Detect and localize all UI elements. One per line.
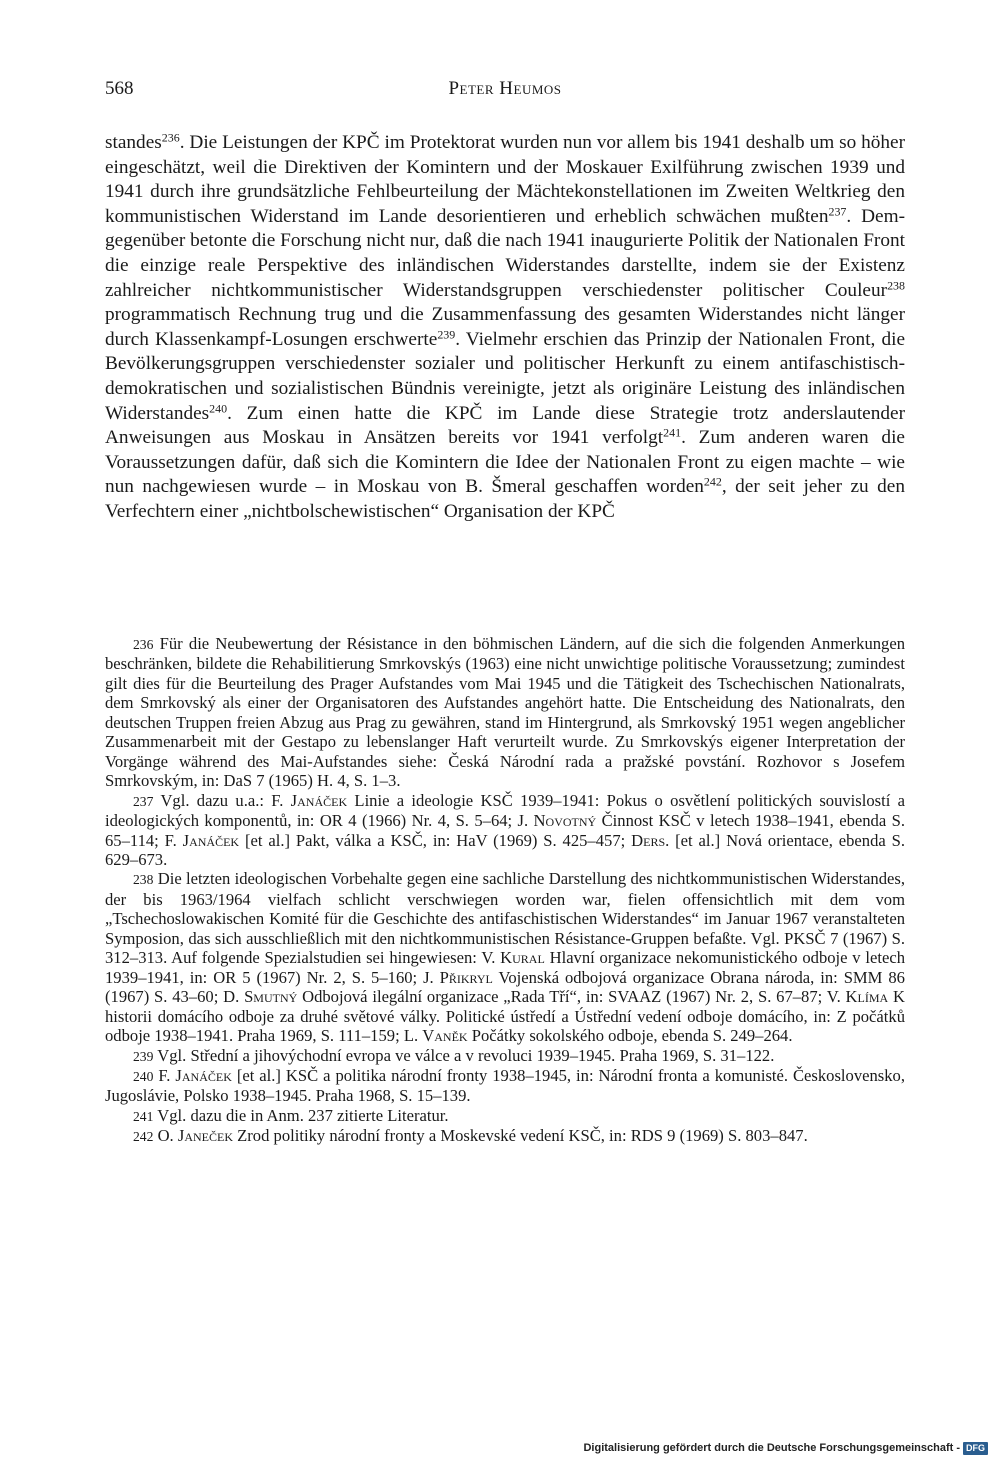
footnote-number: 236 [133,637,154,652]
footnote-number: 242 [133,1129,154,1145]
text-run: . Demgegenüber betonte die Forschung nicht nur, daß die nach 1941 inaugurierte Politik der Nationalen Front die einzige reale Perspektive des inländischen Widerstandes darstellte, indem sie der Existenz zahlreicher nichtkommunistischer Widerstandsgruppen verschiedenster politischer Couleur [105,205,905,301]
text-run: Für die Neubewertung der Résistance in den böhmischen Ländern, auf die sich die folgenden Anmerkungen beschränken, bildete die Rehabilitierung Smrkovskýs (1963) eine nicht unwichtige politische Voraussetzung; zumindest gilt dies für die Beurteilung des Prager Aufstandes vom Mai 1945 und die Tätigkeit des Tschechischen Nationalrats, dem Smrkovský als einer der Organisatoren des Aufstandes angehört hatte. Die Entscheidung des Nationalrats, den deutschen Truppen freien Abzug aus Prag zu gewähren, stand im Hintergrund, als Smrkovský 1951 wegen angeblicher Zusammenarbeit mit der Gestapo zu lebenslanger Haft verurteilt wurde. Zu Smrkovskýs eigener Interpretation der Vorgänge während des Mai-Aufstandes siehe: Česká Národní rada a pražské povstání. Rozhovor s Josefem Smrkovským, in: DaS 7 (1965) H. 4, S. 1–3. [105,634,906,791]
main-text [105,131,905,525]
text-run: . Vielmehr erschien das Prinzip der Nationalen Front, die Bevölkerungsgruppen verschiedenster sozialer und politischer Herkunft zu einem antifaschistisch-demokratischen und sozialistischen Bündnis vereinigte, jetzt als originäre Leistung des inländischen Widerstandes [105,328,905,424]
footnote-ref: 239 [437,327,456,342]
text-run: . Die Leistungen der KPČ im Protektorat wurden nun vor allem bis 1941 deshalb um so höher eingeschätzt, weil die Direktiven der Komintern und der Moskauer Exilführung zwischen 1939 und 1941 durch ihre grundsätzliche Fehlbeurteilung der Mächtekonstellationen im Zweiten Weltkrieg den kommunistischen Widerstand im Lande desorientieren und erheblich schwächen mußten [105,132,905,227]
text-run: . Zum einen hatte die KPČ im Lande diese Strategie trotz anderslautender Anweisungen aus Moskau in Ansätzen bereits vor 1941 verfolgt [105,402,905,449]
footnote-ref: 242 [703,474,722,489]
author-name: Kural [500,948,545,968]
dfg-logo: DFG [963,1442,988,1455]
text-run: Počátky sokolského odboje, ebenda S. 249–264. [467,1026,793,1046]
footnote [105,1066,905,1106]
author-name: Janáček [182,830,240,850]
text-run: , der seit jeher zu den Verfechtern einer „nichtbolschewistischen“ Organisation der KPČ [105,476,906,522]
footnote [105,791,905,870]
footnotes-section [105,634,905,1147]
author-name: Smutný [244,987,298,1007]
running-head: Peter Heumos [448,78,562,99]
text-run: [et al.] Nová orientace, ebenda S. 629–673. [105,830,906,869]
text-run: . Zum anderen waren die Voraussetzungen dafür, daß sich die Komintern die Idee der Nationalen Front zu eigen machte – wie nun nachgewiesen wurde – in Moskau von B. Šmeral geschaffen worden [105,427,905,498]
text-run: [et al.] Pakt, válka a KSČ, in: HaV (1969) S. 425–457; [239,830,632,850]
footnote-number: 238 [133,872,154,888]
author-name: Ders. [631,830,670,850]
text-run: Vgl. dazu u.a.: F. [160,790,291,810]
footnote-ref: 240 [209,400,228,415]
text-run: Odbojová ilegální organizace „Rada Tří“, in: SVAAZ (1967) Nr. 2, S. 67–87; V. [297,987,846,1007]
footnote-number: 240 [133,1068,154,1084]
author-name: Přikryl [439,967,493,987]
text-run: K historii domácího odboje za druhé světové války. Politické ústředí a Ústřední vedení odboje domácího, in: Z počátků odboje 1938–1941. Praha 1969, S. 111–159; L. [105,987,905,1046]
text-run: Činnost KSČ v letech 1938–1941, ebenda S. 65–114; F. [105,811,905,850]
footnote-ref: 241 [663,425,682,440]
footnote-ref: 236 [161,130,180,145]
digitization-footer [583,1440,988,1456]
text-run: Linie a ideologie KSČ 1939–1941: Pokus o osvětlení politických souvislostí a ideologických komponentů, in: OR 4 (1966) Nr. 4, S. 5–64; J. [105,790,905,831]
footnote [105,869,905,1045]
footer-text: Digitalisierung gefördert durch die Deutsche Forschungsgemeinschaft - [583,1442,960,1454]
author-name: Janáček [290,790,348,810]
text-run: Die letzten ideologischen Vorbehalte gegen eine sachliche Darstellung des nichtkommunistischen Widerstandes, der bis 1963/1964 vielfach schlicht verschwiegen worden war, fielen offensichtlich mit dem vom „Tschechoslowakischen Komité für die Geschichte des antifaschistischen Widerstandes“ im Januar 1967 veranstalteten Symposion, das sich ausschließlich mit den nichtkommunistischen Résistance-Gruppen befaßte. Vgl. PKSČ 7 (1967) S. 312–313. Auf folgende Spezialstudien sei hingewiesen: V. [105,869,905,968]
author-name: Janáček [175,1065,232,1085]
text-run: Vojenská odbojová organizace Obrana národa, in: SMM 86 (1967) S. 43–60; D. [105,967,905,1007]
text-run: Vgl. dazu die in Anm. 237 zitierte Literatur. [157,1105,449,1125]
page-header [105,78,905,104]
footnote-number: 239 [133,1048,154,1064]
footnote [105,1046,905,1066]
text-run: standes [105,132,162,153]
author-name: Vaněk [422,1026,468,1046]
footnote [105,1126,905,1146]
body-paragraph [105,131,905,525]
text-run: programmatisch Rechnung trug und die Zusammenfassung des gesamten Widerstandes nicht länger durch Klassenkampf-Losungen erschwerte [105,304,905,350]
footnote-ref: 238 [887,277,905,292]
text-run: Vgl. Střední a jihovýchodní evropa ve válce a v revoluci 1939–1945. Praha 1969, S. 31–122. [157,1045,775,1065]
footnote-number: 241 [133,1108,154,1124]
footnote-number: 237 [133,793,154,809]
footnote [105,1106,905,1126]
text-run: F. [158,1065,176,1085]
text-run: Zrod politiky národní fronty a Moskevské vedení KSČ, in: RDS 9 (1969) S. 803–847. [232,1126,808,1146]
text-run: O. [157,1126,178,1146]
author-name: Novotný [533,811,597,831]
footnote [105,634,905,791]
author-name: Klíma [845,987,889,1007]
text-run: [et al.] KSČ a politika národní fronty 1938–1945, in: Národní fronta a komunisté. Československo, Jugoslávie, Polsko 1938–1945. Praha 1968, S. 15–139. [105,1065,906,1106]
author-name: Janeček [177,1126,233,1146]
text-run: Hlavní organizace nekomunistického odboje v letech 1939–1941, in: OR 5 (1967) Nr. 2, S. 5–160; J. [105,948,905,987]
page-number: 568 [105,78,134,99]
footnote-ref: 237 [828,204,847,219]
